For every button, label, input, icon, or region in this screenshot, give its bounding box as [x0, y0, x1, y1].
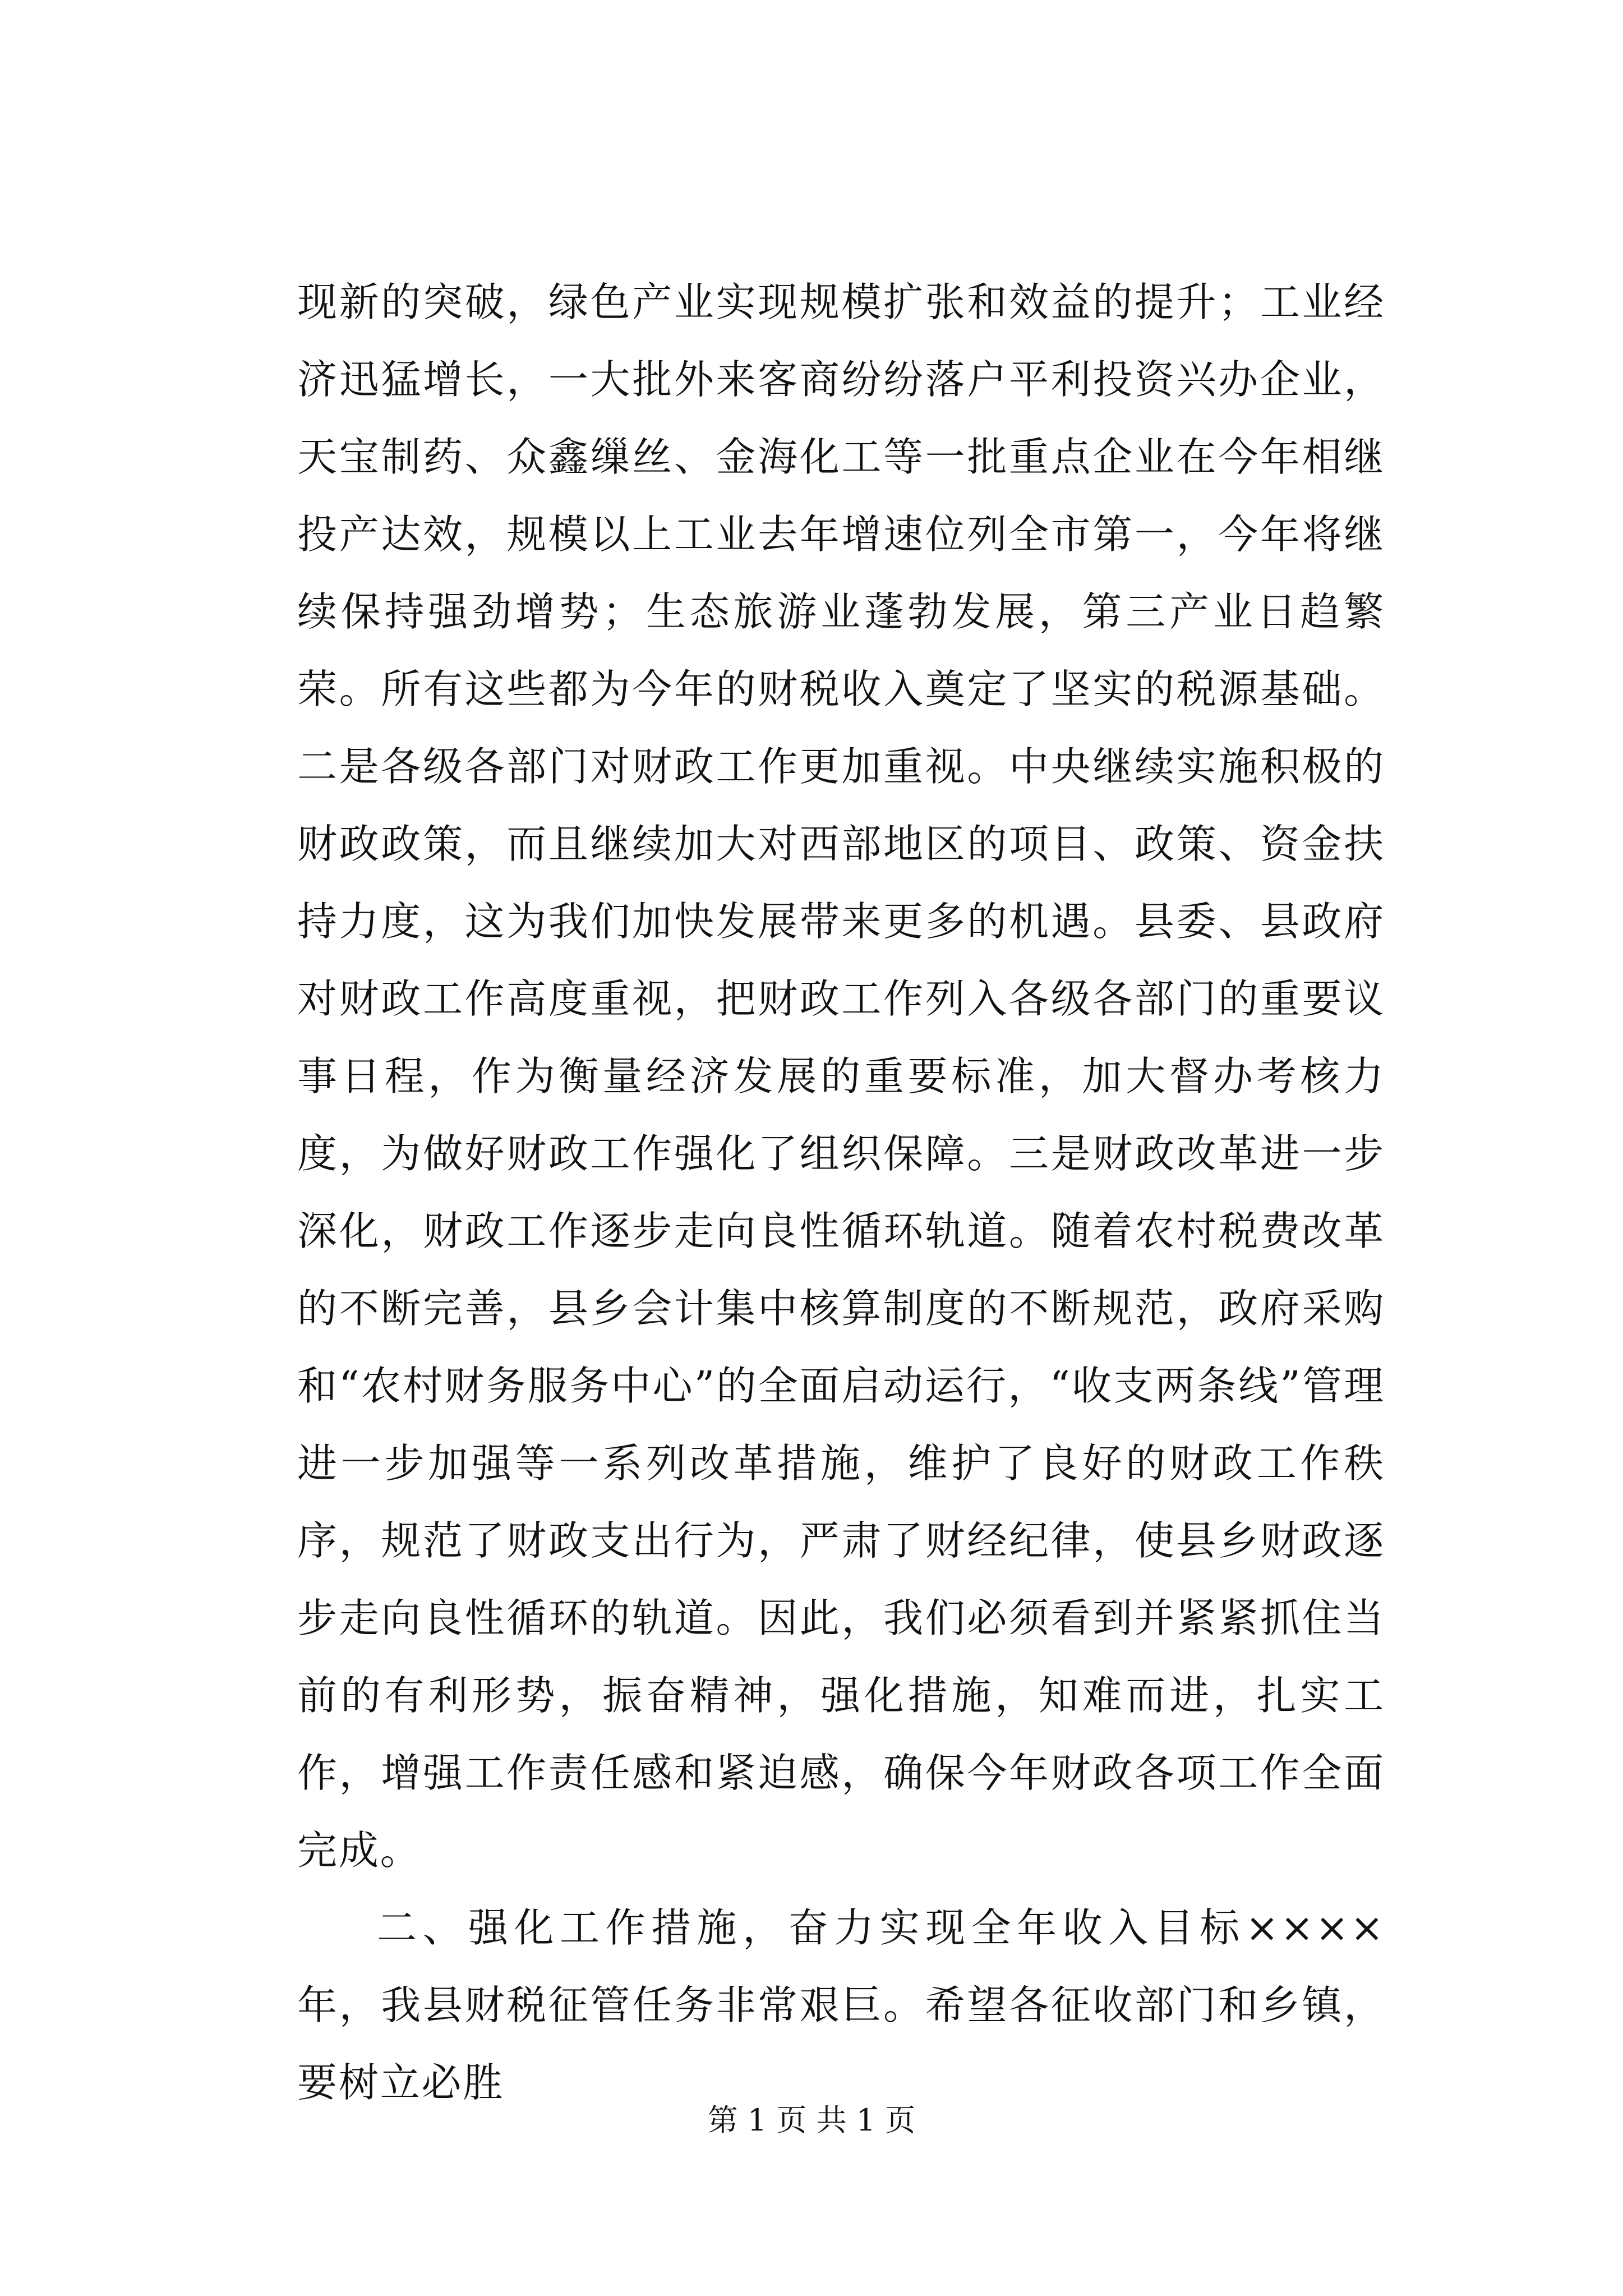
paragraph-section-two: 二、强化工作措施，奋力实现全年收入目标××××年，我县财税征管任务非常艰巨。希望各征收部门和乡镇，要树立必胜: [297, 1904, 1385, 2106]
paragraph-continued: 现新的突破，绿色产业实现规模扩张和效益的提升；工业经济迅猛增长，一大批外来客商纷纷落户平利投资兴办企业，天宝制药、众鑫缫丝、金海化工等一批重点企业在今年相继投产达效，规模以上工业去年增速位列全市第一，今年将继续保持强劲增势；生态旅游业蓬勃发展，第三产业日趋繁荣。所有这些都为今年的财税收入奠定了坚实的税源基础。二是各级各部门对财政工作更加重视。中央继续实施积极的财政政策，而且继续加大对西部地区的项目、政策、资金扶持力度，这为我们加快发展带来更多的机遇。县委、县政府对财政工作高度重视，把财政工作列入各级各部门的重要议事日程，作为衡量经济发展的重要标准，加大督办考核力度，为做好财政工作强化了组织保障。三是财政改革进一步深化，财政工作逐步走向良性循环轨道。随着农村税费改革的不断完善，县乡会计集中核算制度的不断规范，政府采购和“农村财务服务中心”的全面启动运行，“收支两条线”管理进一步加强等一系列改革措施，维护了良好的财政工作秩序，规范了财政支出行为，严肃了财经纪律，使县乡财政逐步走向良性循环的轨道。因此，我们必须看到并紧紧抓住当前的有利形势，振奋精神，强化措施，知难而进，扎实工作，增强工作责任感和紧迫感，确保今年财政各项工作全面完成。: [297, 279, 1385, 1874]
page-footer: 第 1 页 共 1 页: [707, 2102, 916, 2138]
document-body: [297, 264, 1385, 2122]
